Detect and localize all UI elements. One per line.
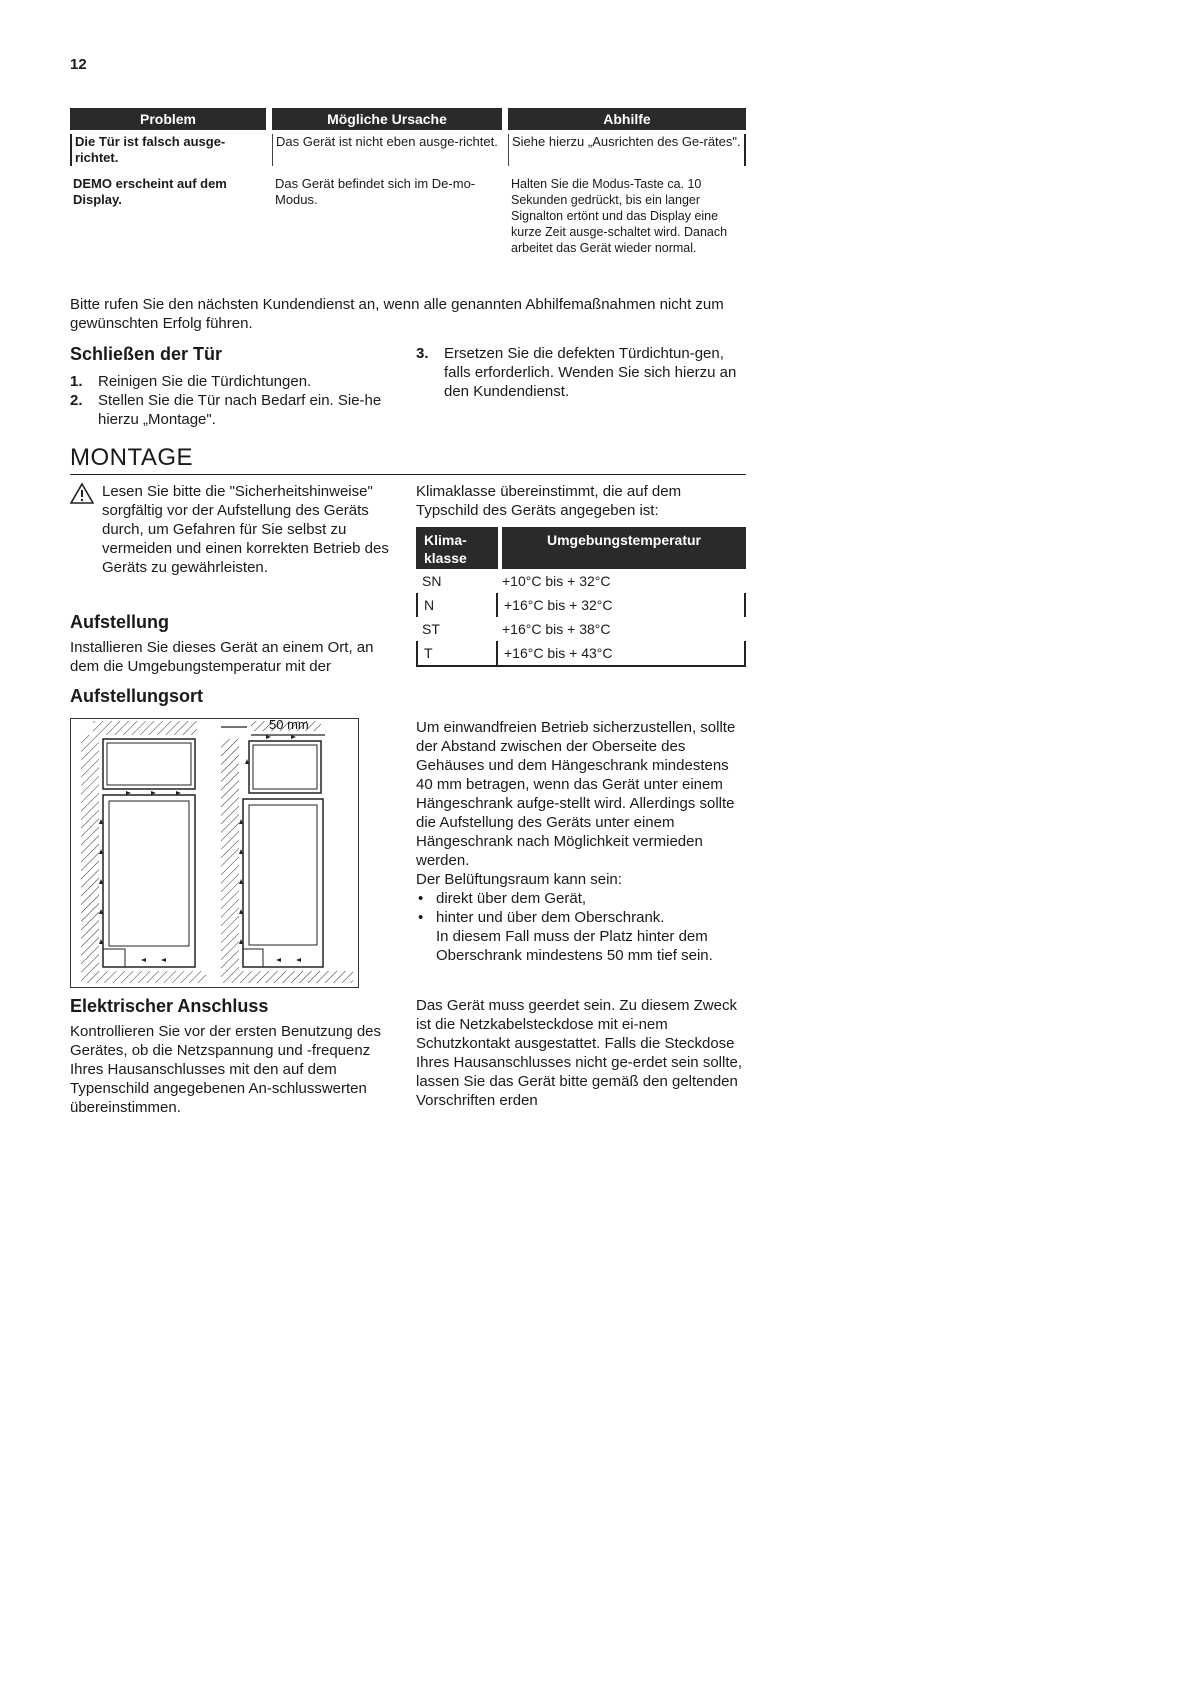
step-number: 3. xyxy=(416,345,429,362)
ventilation-intro: Der Belüftungsraum kann sein: xyxy=(416,871,622,888)
aufstellung-text: Installieren Sie dieses Gerät an einem Ort, an dem die Umgebungstemperatur mit der xyxy=(70,639,374,675)
door-section-title: Schließen der Tür xyxy=(70,344,223,364)
problem-cell: DEMO erscheint auf dem Display. xyxy=(73,176,227,207)
header-climate-class: Klima-klasse xyxy=(416,527,498,569)
table-header xyxy=(70,108,746,130)
table-row xyxy=(70,176,746,256)
ventilation-note-text: In diesem Fall muss der Platz hinter dem Oberschrank mindestens 50 mm tief sein. xyxy=(436,928,713,964)
header-ambient-temperature: Umgebungstemperatur xyxy=(502,527,746,569)
cause-cell: Das Gerät befindet sich im De-mo-Modus. xyxy=(275,176,476,207)
section-divider xyxy=(70,474,746,475)
aufstellungsort-title: Aufstellungsort xyxy=(70,686,203,706)
electrical-text: Kontrollieren Sie vor der ersten Benutzung des Gerätes, ob die Netzspannung und -frequenz Ihres Hausanschlusses mit den auf dem Typenschild angegebenen An-schlusswerten übereinstimmen. xyxy=(70,1023,382,1116)
electrical-title: Elektrischer Anschluss xyxy=(70,996,269,1016)
troubleshooting-table xyxy=(70,108,746,256)
climate-class-cell: ST xyxy=(422,621,440,637)
problem-cell: Die Tür ist falsch ausge-richtet. xyxy=(70,134,266,166)
page-number: 12 xyxy=(70,56,87,73)
step-number: 1. xyxy=(70,373,83,390)
header-remedy: Abhilfe xyxy=(508,108,746,130)
cause-cell: Das Gerät ist nicht eben ausge-richtet. xyxy=(272,134,502,166)
climate-class-cell: N xyxy=(416,593,496,617)
list-item xyxy=(70,372,400,391)
list-item xyxy=(70,391,400,429)
customer-service-notice: Bitte rufen Sie den nächsten Kundendienst an, wenn alle genannten Abhilfemaßnahmen nicht zum gewünschten Erfolg führen. xyxy=(70,296,724,332)
list-item: • hinter und über dem Oberschrank. xyxy=(416,908,746,927)
step-text: Reinigen Sie die Türdichtungen. xyxy=(98,373,312,390)
temperature-cell: +10°C bis + 32°C xyxy=(502,573,611,589)
climate-class-cell: T xyxy=(416,641,496,665)
safety-warning-text: Lesen Sie bitte die "Sicherheitshinweise" sorgfältig vor der Aufstellung des Geräts durch, um Gefahren für Sie selbst zu vermeiden und einen korrekten Betrieb des Geräts zu gewährleisten. xyxy=(102,483,389,576)
ventilation-diagram-drawing xyxy=(71,719,358,987)
temperature-cell: +16°C bis + 38°C xyxy=(502,621,611,637)
dimension-label: 50 mm xyxy=(269,719,309,732)
list-item xyxy=(416,344,746,401)
table-row xyxy=(416,569,746,593)
list-item: • direkt über dem Gerät, xyxy=(416,889,746,908)
aufstellung-title: Aufstellung xyxy=(70,612,169,632)
table-row xyxy=(416,641,746,667)
climate-table xyxy=(416,527,746,667)
header-problem: Problem xyxy=(70,108,266,130)
ventilation-note xyxy=(416,927,746,965)
climate-class-cell: SN xyxy=(422,573,442,589)
grounding-text: Das Gerät muss geerdet sein. Zu diesem Zweck ist die Netzkabelsteckdose mit ei-nem Schutzkontakt ausgestattet. Falls die Steckdose Ihres Hausanschlusses nicht ge-erdet sein sollte, lassen Sie das Gerät bitte gemäß den geltenden Vorschriften erden xyxy=(416,997,743,1109)
placement-text: Um einwandfreien Betrieb sicherzustellen, sollte der Abstand zwischen der Oberseite des Gehäuses und dem Hängeschrank mindestens 40 mm betragen, wenn das Gerät unter einem Hängeschrank aufge-stellt wird. Allerdings sollte die Aufstellung des Geräts unter einem Hängeschrank nach Möglichkeit vermieden werden. xyxy=(416,719,736,869)
step-number: 2. xyxy=(70,392,83,409)
header-cause: Mögliche Ursache xyxy=(272,108,502,130)
warning-icon xyxy=(70,482,94,504)
table-row xyxy=(416,617,746,641)
climate-intro: Klimaklasse übereinstimmt, die auf dem Typschild des Geräts angegeben ist: xyxy=(416,483,682,519)
table-header xyxy=(416,527,746,569)
remedy-cell: Halten Sie die Modus-Taste ca. 10 Sekunden gedrückt, bis ein langer Signalton ertönt und das Display eine kurze Zeit ausge-schaltet wird. Danach arbeitet das Gerät wieder normal. xyxy=(511,177,728,255)
table-row xyxy=(70,134,746,166)
ventilation-diagram xyxy=(70,718,359,988)
door-steps-left xyxy=(70,372,400,429)
step-text: Stellen Sie die Tür nach Bedarf ein. Sie-he hierzu „Montage". xyxy=(98,392,382,428)
montage-title: MONTAGE xyxy=(70,444,194,471)
table-row xyxy=(416,593,746,617)
temperature-cell: +16°C bis + 32°C xyxy=(496,593,746,617)
door-steps-right xyxy=(416,344,746,401)
temperature-cell: +16°C bis + 43°C xyxy=(496,641,746,665)
remedy-cell: Siehe hierzu „Ausrichten des Ge-rätes". xyxy=(508,134,746,166)
ventilation-list xyxy=(416,889,746,965)
step-text: Ersetzen Sie die defekten Türdichtun-gen, falls erforderlich. Wenden Sie sich hierzu an den Kundendienst. xyxy=(444,345,737,400)
